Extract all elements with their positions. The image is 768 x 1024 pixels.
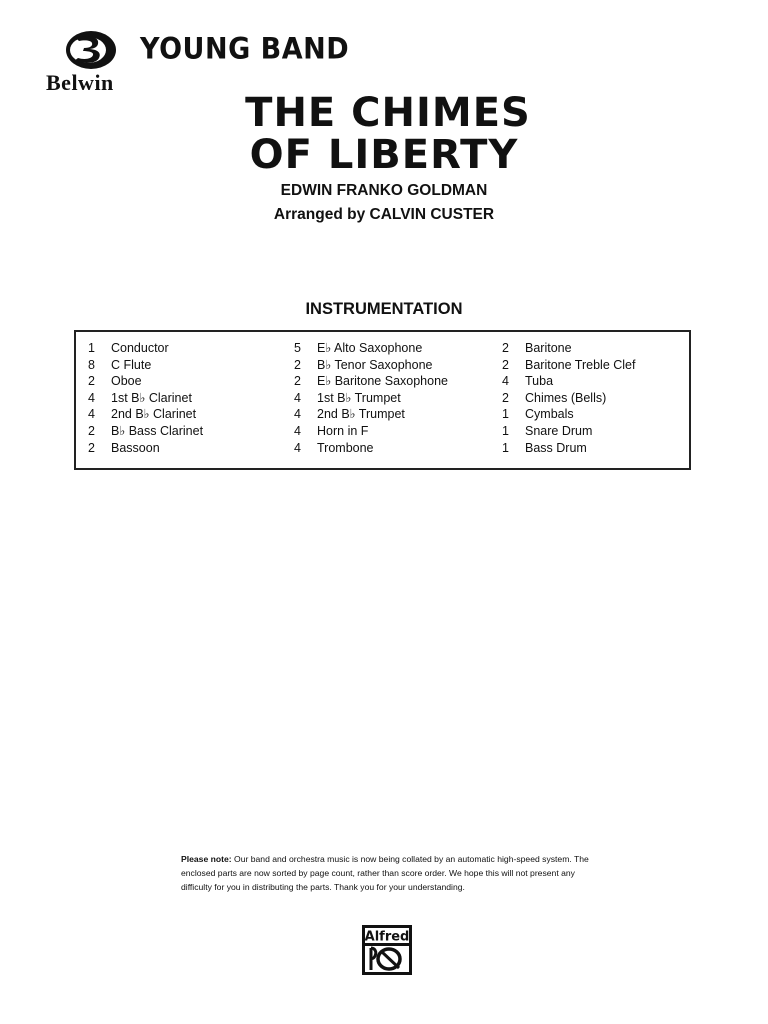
- instrument-row: [88, 440, 203, 457]
- instrument-name: Baritone Treble Clef: [525, 357, 636, 372]
- instrument-row: [294, 357, 448, 374]
- instrument-qty: 1: [502, 440, 509, 455]
- instrument-name: Conductor: [111, 341, 169, 355]
- instrumentation-column: [294, 340, 448, 456]
- instrument-qty: 2: [88, 423, 95, 438]
- instrument-name: 2nd B♭ Trumpet: [317, 407, 405, 422]
- publisher-name: Belwin: [46, 70, 114, 95]
- instrument-name: 1st B♭ Trumpet: [317, 390, 401, 405]
- composer: EDWIN FRANKO GOLDMAN: [280, 182, 488, 199]
- instrument-row: [502, 423, 635, 440]
- instrument-row: [502, 340, 635, 357]
- note-text: Our band and orchestra music is now being collated by an automatic high-speed system. The enclosed parts are now sorted by page count, rather than score order. We hope this will not present any difficulty for you in distributing the parts. Thank you for your understanding.: [181, 854, 589, 892]
- instrumentation-column: [502, 340, 635, 456]
- instrument-name: Cymbals: [525, 407, 574, 422]
- instrument-qty: 4: [294, 407, 301, 422]
- arranger: Arranged by CALVIN CUSTER: [273, 206, 495, 223]
- note-label: Please note:: [181, 854, 232, 864]
- instrument-row: [502, 390, 635, 407]
- instrument-name: Baritone: [525, 341, 572, 355]
- instrument-qty: 2: [294, 374, 301, 389]
- instrument-row: [88, 340, 203, 357]
- instrument-row: [88, 406, 203, 423]
- instrument-qty: 4: [294, 440, 301, 455]
- instrument-row: [294, 340, 448, 357]
- instrument-name: Chimes (Bells): [525, 390, 607, 405]
- instrument-row: [502, 373, 635, 390]
- instrument-qty: 2: [294, 357, 301, 372]
- instrument-qty: 2: [502, 357, 509, 372]
- instrumentation-table: [74, 330, 691, 470]
- instrument-qty: 5: [294, 341, 301, 355]
- belwin-b-logo-icon: [64, 28, 118, 72]
- instrument-name: Trombone: [317, 440, 374, 455]
- instrument-name: 1st B♭ Clarinet: [111, 390, 192, 405]
- instrument-name: E♭ Alto Saxophone: [317, 341, 423, 355]
- instrumentation-column: [88, 340, 203, 456]
- instrument-name: B♭ Bass Clarinet: [111, 423, 204, 438]
- instrument-row: [294, 373, 448, 390]
- instrument-name: Snare Drum: [525, 423, 593, 438]
- alfred-logo-icon: [361, 924, 413, 976]
- instrument-row: [294, 423, 448, 440]
- instrument-qty: 2: [502, 341, 509, 355]
- instrument-qty: 1: [502, 407, 509, 422]
- alfred-logo-text: Alfred: [364, 929, 410, 945]
- instrument-row: [88, 390, 203, 407]
- collation-note: [181, 852, 599, 894]
- instrument-row: [88, 373, 203, 390]
- piece-title-line-1: THE CHIMES: [245, 90, 531, 136]
- instrument-name: Tuba: [525, 374, 554, 389]
- instrument-name: Bassoon: [111, 440, 160, 455]
- instrument-name: 2nd B♭ Clarinet: [111, 407, 197, 422]
- instrument-row: [294, 390, 448, 407]
- instrument-name: Horn in F: [317, 423, 369, 438]
- instrument-row: [294, 406, 448, 423]
- instrument-name: Bass Drum: [525, 440, 587, 455]
- piece-title-line-2: OF LIBERTY: [249, 132, 519, 178]
- instrument-row: [502, 357, 635, 374]
- instrument-name: Oboe: [111, 374, 142, 389]
- instrument-qty: 1: [502, 423, 509, 438]
- instrument-name: B♭ Tenor Saxophone: [317, 357, 433, 372]
- instrument-qty: 4: [88, 390, 95, 405]
- instrument-qty: 2: [88, 440, 95, 455]
- instrument-row: [88, 423, 203, 440]
- instrument-qty: 2: [88, 374, 95, 389]
- instrument-name: E♭ Baritone Saxophone: [317, 374, 448, 389]
- instrument-qty: 8: [88, 357, 95, 372]
- instrument-row: [294, 440, 448, 457]
- instrument-qty: 4: [502, 374, 509, 389]
- instrument-name: C Flute: [111, 357, 152, 372]
- series-title: YOUNG BAND: [140, 32, 350, 67]
- instrument-qty: 1: [88, 341, 95, 355]
- instrument-qty: 4: [88, 407, 95, 422]
- instrument-qty: 4: [294, 423, 301, 438]
- instrument-qty: 2: [502, 390, 509, 405]
- instrumentation-heading: INSTRUMENTATION: [305, 300, 463, 318]
- instrument-row: [88, 357, 203, 374]
- instrument-row: [502, 440, 635, 457]
- instrument-qty: 4: [294, 390, 301, 405]
- instrument-row: [502, 406, 635, 423]
